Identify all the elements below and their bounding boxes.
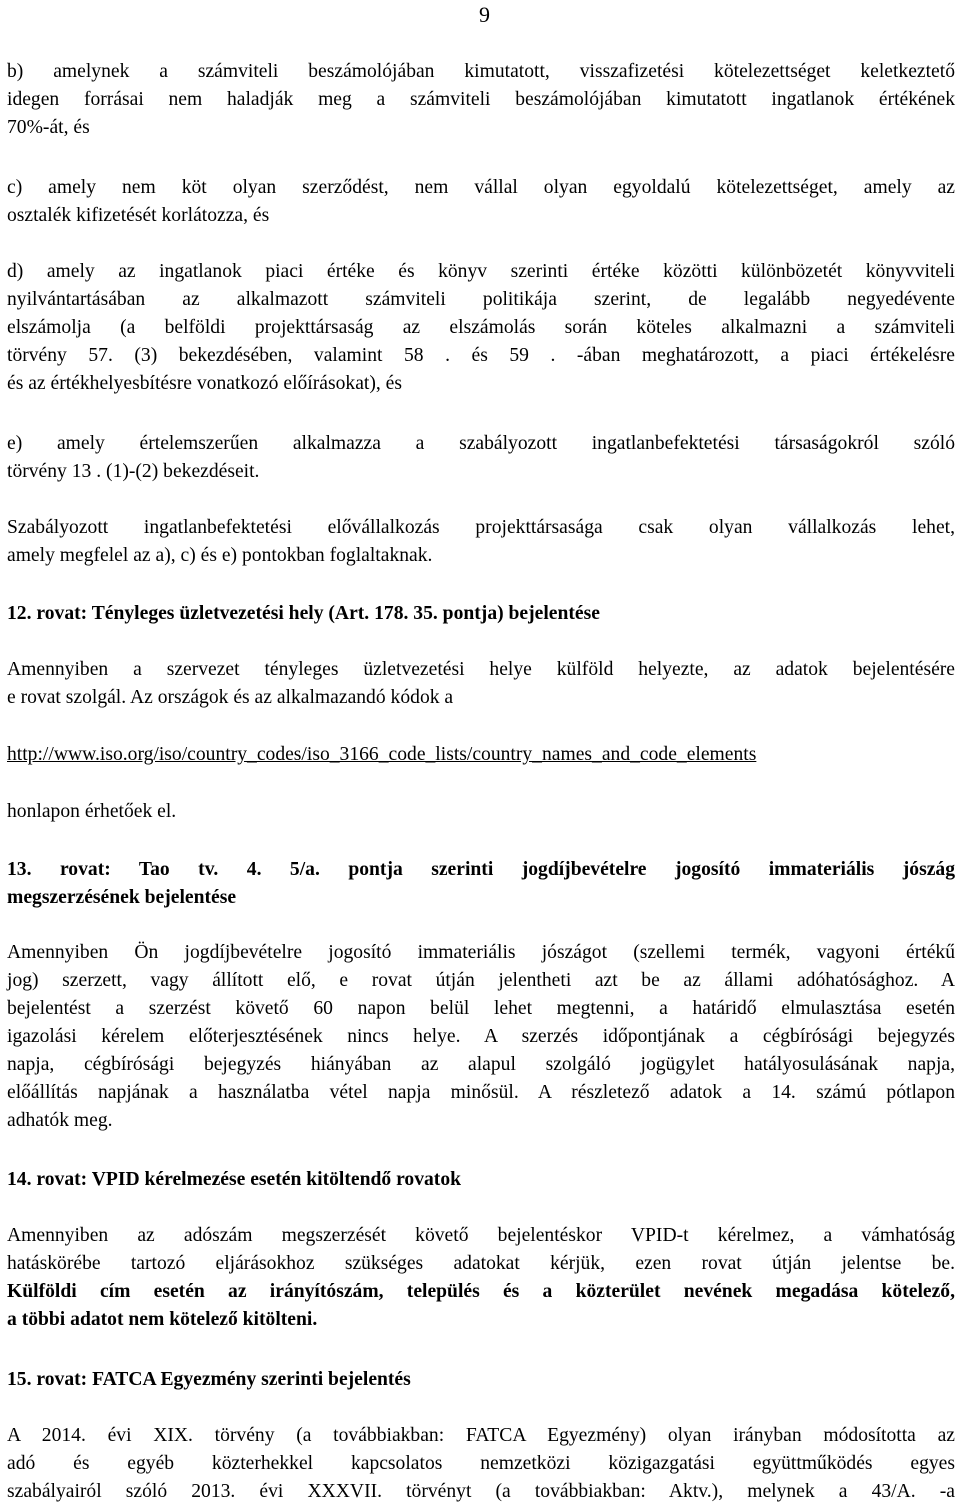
text-line: hatáskörébe tartozó eljárásokhoz szükséges adatokat kérjük, ezen rovat útján jelentse be. [7,1253,955,1274]
section-heading: 12. rovat: Tényleges üzletvezetési hely (Art. 178. 35. pontja) bejelentése [7,603,600,624]
paragraph-szabalyozott [7,514,955,570]
paragraph-14 [7,1222,955,1334]
text-line: törvény 57. (3) bekezdésében, valamint 58 . és 59 . -ában meghatározott, a piaci értékelésre [7,345,955,366]
text-line-bold: Külföldi cím esetén az irányítószám, település és a közterület nevének megadása kötelező, [7,1281,955,1302]
text-line: b) amelynek a számviteli beszámolójában kimutatott, visszafizetési kötelezettséget keletkeztető [7,61,955,82]
paragraph-15 [7,1422,955,1506]
text-line: jog) szerzett, vagy állított elő, e rovat útján jelentheti azt be az állami adóhatósághoz. A [7,970,955,991]
text-line: elszámolja (a belföldi projekttársaság az elszámolás során köteles alkalmazni a számviteli [7,317,955,338]
text-line: d) amely az ingatlanok piaci értéke és könyv szerinti értéke közötti különbözetét könyvviteli [7,261,955,282]
iso-country-codes-link[interactable]: http://www.iso.org/iso/country_codes/iso_3166_code_lists/country_names_and_code_elements [7,744,757,765]
text-line: e) amely értelemszerűen alkalmazza a szabályozott ingatlanbefektetési társaságokról szóló [7,433,955,454]
text-line: és az értékhelyesbítésre vonatkozó előírásokat), és [7,373,402,394]
text-line: idegen forrásai nem haladják meg a számviteli beszámolójában kimutatott ingatlanok értékének [7,89,955,110]
text-line: nyilvántartásában az alkalmazott számviteli politikája szerint, de legalább negyedévente [7,289,955,310]
text-line: Szabályozott ingatlanbefektetési elővállalkozás projekttársasága csak olyan vállalkozás lehet, [7,517,955,538]
text-line: törvény 13 . (1)-(2) bekezdéseit. [7,461,260,482]
link-after-text [7,798,955,826]
text-line: adhatók meg. [7,1110,113,1131]
text-line: honlapon érhetőek el. [7,801,177,822]
heading-12 [7,600,955,628]
text-line: előállítás napjának a használatba vétel napja minősül. A részletező adatok a 14. számú pótlapon [7,1082,955,1103]
iso-link-block [7,741,955,769]
heading-14 [7,1166,955,1194]
section-heading: megszerzésének bejelentése [7,887,237,908]
text-line: szabályairól szóló 2013. évi XXXVII. törvényt (a továbbiakban: Aktv.), melynek a 43/A. -a [7,1481,955,1502]
text-line: e rovat szolgál. Az országok és az alkalmazandó kódok a [7,687,454,708]
text-line: Amennyiben Ön jogdíjbevételre jogosító immateriális jószágot (szellemi termék, vagyoni értékű [7,942,955,963]
text-line-bold: a többi adatot nem kötelező kitölteni. [7,1309,318,1330]
text-line: igazolási kérelem előterjesztésének nincs helye. A szerzés időpontjának a cégbírósági bejegyzés [7,1026,955,1047]
text-line: A 2014. évi XIX. törvény (a továbbiakban: FATCA Egyezmény) olyan irányban módosította az [7,1425,955,1446]
paragraph-d [7,258,955,398]
text-line: adó és egyéb közterhekkel kapcsolatos nemzetközi közigazgatási együttműködés egyes [7,1453,955,1474]
paragraph-12 [7,656,955,712]
text-line: c) amely nem köt olyan szerződést, nem vállal olyan egyoldalú kötelezettséget, amely az [7,177,955,198]
paragraph-b [7,58,955,142]
text-line: Amennyiben a szervezet tényleges üzletvezetési helye külföld helyezte, az adatok bejelentésére [7,659,955,680]
text-line: amely megfelel az a), c) és e) pontokban foglaltaknak. [7,545,433,566]
paragraph-c [7,174,955,230]
paragraph-13 [7,939,955,1135]
text-line: Amennyiben az adószám megszerzését követő bejelentéskor VPID-t kérelmez, a vámhatóság [7,1225,955,1246]
heading-13 [7,856,955,912]
section-heading: 13. rovat: Tao tv. 4. 5/a. pontja szerinti jogdíjbevételre jogosító immateriális jószág [7,859,955,880]
section-heading: 15. rovat: FATCA Egyezmény szerinti bejelentés [7,1369,411,1390]
text-line: 70%-át, és [7,117,90,138]
paragraph-e [7,430,955,486]
text-line: bejelentést a szerzést követő 60 napon belül lehet megtenni, a határidő elmulasztása esetén [7,998,955,1019]
page-number: 9 [479,2,490,27]
section-heading: 14. rovat: VPID kérelmezése esetén kitöltendő rovatok [7,1169,462,1190]
text-line: napja, cégbírósági bejegyzés hiányában az alapul szolgáló jogügylet hatályosulásának napja, [7,1054,955,1075]
text-line: osztalék kifizetését korlátozza, és [7,205,270,226]
heading-15 [7,1366,955,1394]
